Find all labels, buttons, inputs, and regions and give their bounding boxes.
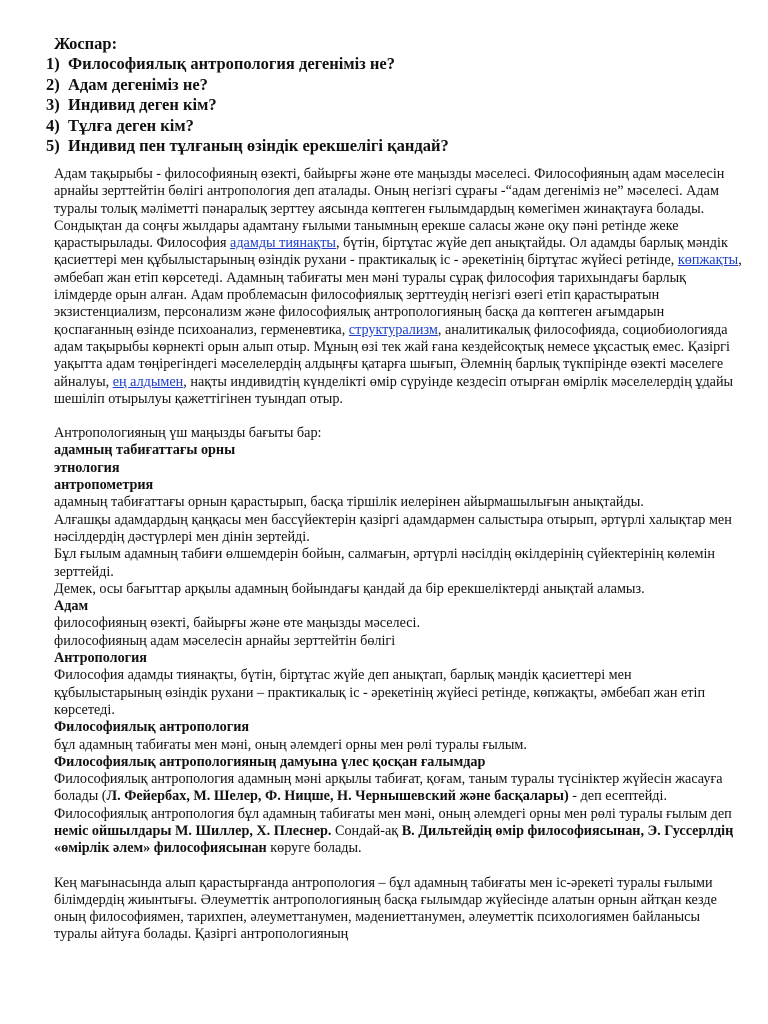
scholars-names: Л. Фейербах, М. Шелер, Ф. Ницше, Н. Чернышевский және басқалары) — [106, 788, 569, 805]
direction-item: антропометрия — [54, 477, 154, 494]
plan-item-text: Адам дегеніміз не? — [68, 74, 208, 94]
paragraph-gap — [54, 408, 742, 425]
adam-line: философияның адам мәселесін арнайы зерттейтін бөлігі — [54, 632, 396, 649]
plan-item-number: 5) — [46, 136, 60, 155]
intro-text: , әмбебап жан етіп көрсетеді. Адамның табиғаты мен мәні туралы сұрақ философия тарихындағы барлық ілімдерде орын алған. Адам проблемасын философиялық зерттеудің негізгі өзегі етіп қарастыратын экзистенциализм, персонализм және философиялық антропологияның басқа да көптеген ағымдарын қоспағанның өзінде психоанализ, герменевтика, — [54, 252, 742, 338]
philosophical-anthropology-heading: Философиялық антропология — [54, 719, 250, 736]
plan-item — [46, 54, 746, 75]
direction-item: адамның табиғаттағы орны — [54, 442, 236, 459]
plan-item-text: Индивид пен тұлғаның өзіндік ерекшелігі қандай? — [68, 136, 449, 155]
direction-item: этнология — [54, 459, 120, 476]
plan-item-text: Индивид деген кім? — [68, 95, 217, 114]
plan-item — [46, 95, 746, 116]
link-adamdy-tiyanakty[interactable]: адамды тиянақты — [230, 235, 336, 252]
plan-item-number: 4) — [46, 115, 60, 135]
directions-lead: Антропологияның үш маңызды бағыты бар: — [54, 425, 322, 442]
direction-line: адамның табиғаттағы орнын қарастырып, басқа тіршілік иелерінен айырмашылығын анықтайды. — [54, 494, 644, 511]
scholars-text: Философиялық антропология адамның мәні арқылы табиғат, қоғам, таным туралы түсініктер жүйесін жасауға болады ( — [54, 771, 723, 805]
intro-text: , бүтін, біртұтас жүйе деп анықтайды. Ол адамды барлық мәндік қасиеттері мен құбылыстарының өзіндік рухани - практикалық іс - әрекетінің біртұтас жүйесі ретінде, — [54, 235, 728, 269]
scholars-text: көруге болады. — [266, 840, 362, 857]
plan-item-text: Философиялық антропология дегеніміз не? — [68, 54, 395, 73]
plan-item-text: Тұлға деген кім? — [68, 115, 194, 135]
philosophical-anthropology-text: бұл адамның табиғаты мен мәні, оның әлемдегі орны мен рөлі туралы ғылым. — [54, 736, 527, 753]
paragraph-gap — [54, 858, 742, 875]
link-strukturalizm[interactable]: структурализм — [348, 321, 438, 338]
scholars-text: Философиялық антропология бұл адамның табиғаты мен мәні, оның әлемдегі орны мен рөлі туралы ғылым деп — [54, 805, 732, 822]
scholars-text: Сондай-ақ — [331, 822, 402, 839]
plan-list — [46, 54, 746, 157]
scholars-paragraph-1 — [54, 771, 742, 806]
plan-item-number: 2) — [46, 74, 60, 94]
direction-line: Алғашқы адамдардың қаңқасы мен бассүйектерін қазіргі адамдармен салыстыра отырып, әртүрлі халықтар мен нәсілдердің дәстүрлері мен дінін зертейді. — [54, 511, 732, 545]
direction-line: Демек, осы бағыттар арқылы адамның бойындағы қандай да бір ерекшеліктерді анықтай аламыз. — [54, 580, 645, 597]
link-en-aldymen[interactable]: ең алдымен — [112, 373, 184, 390]
intro-text: , аналитикалық философияда, социобиологияда адам тақырыбы көрнекті орын алып отыр. Мұның өзі тек жай ғана кездейсоқтық немесе ұқсастық емес. Қазіргі уақытта адам төңірегіндегі мәселелердің алдыңғы қатарға шығып, Әлемнің барлық түкпірінде өзекті мәселеге айналуы, — [54, 321, 730, 390]
plan-item-number: 3) — [46, 95, 60, 114]
scholars-heading: Философиялық антропологияның дамуына үлес қосқан ғалымдар — [54, 753, 486, 770]
intro-paragraph — [54, 166, 742, 408]
plan-item — [46, 136, 746, 157]
intro-text: Адам тақырыбы - философияның өзекті, байырғы және өте маңызды мәселесі. Философияның адам мәселесін арнайы зерттейтін бөлігі антропология деп аталады. Оның негізгі сұрағы -“адам дегеніміз не” мәселесі. Адам туралы толық мәліметті пәнаралық зерттеу аясында көптеген ғылымдардың көмегімен жинақтауға болады. Сондықтан да соңғы жылдары адамтану ғылыми танымның ерекше саласы және оқу пәні ретінде жеке қарастырылады. Философия — [54, 166, 725, 252]
scholars-names: неміс ойшылдары М. Шиллер, Х. Плеснер. — [54, 822, 332, 839]
plan-item — [46, 116, 746, 137]
anthropology-text: Философия адамды тиянақты, бүтін, біртұтас жүйе деп анықтап, барлық мәндік қасиеттері мен құбылыстарының өзіндік рухани – практикалық іс - әрекетінің жүйесі ретінде, көпжақты, әмбебап жан етіп көрсетеді. — [54, 667, 706, 718]
intro-text: , нақты индивидтің күнделікті өмір сүруінде кездесіп отырған өмірлік мәселелердің ұдайы шешіліп отырылуы қажеттігінен туындап отыр. — [54, 373, 734, 407]
link-kopzhakty[interactable]: көпжақты — [677, 252, 739, 269]
scholars-names: В. Дильтейдің өмір философиясынан, Э. Гуссерлдің «өмірлік әлем» философиясынан — [54, 822, 734, 857]
anthropology-heading: Антропология — [54, 650, 147, 667]
document-body — [54, 166, 742, 944]
plan-title: Жоспар: — [54, 34, 118, 53]
plan-item-number: 1) — [46, 54, 60, 73]
adam-line: философияның өзекті, байырғы және өте маңызды мәселесі. — [54, 615, 421, 632]
adam-heading: Адам — [54, 598, 89, 615]
scholars-paragraph-2 — [54, 806, 742, 858]
plan-section — [46, 34, 746, 157]
closing-paragraph: Кең мағынасында алып қарастырғанда антропология – бұл адамның табиғаты мен іс-әрекеті туралы ғылыми білімдердің жиынтығы. Әлеуметтік антропологияның басқа ғылымдар жүйесінде алатын орнын айтқан кезде оның философиямен, тарихпен, әлеуметтанумен, мәдениеттанумен, әлеуметтік психологиямен байланысы туралы айтуға болады. Қазіргі антропологияның — [54, 874, 717, 943]
scholars-text: - деп есептейді. — [568, 788, 668, 805]
direction-line: Бұл ғылым адамның табиғи өлшемдерін бойын, салмағын, әртүрлі нәсілдің өкілдерінің сүйектерінің көлемін зерттейді. — [54, 546, 716, 580]
plan-item — [46, 75, 746, 96]
